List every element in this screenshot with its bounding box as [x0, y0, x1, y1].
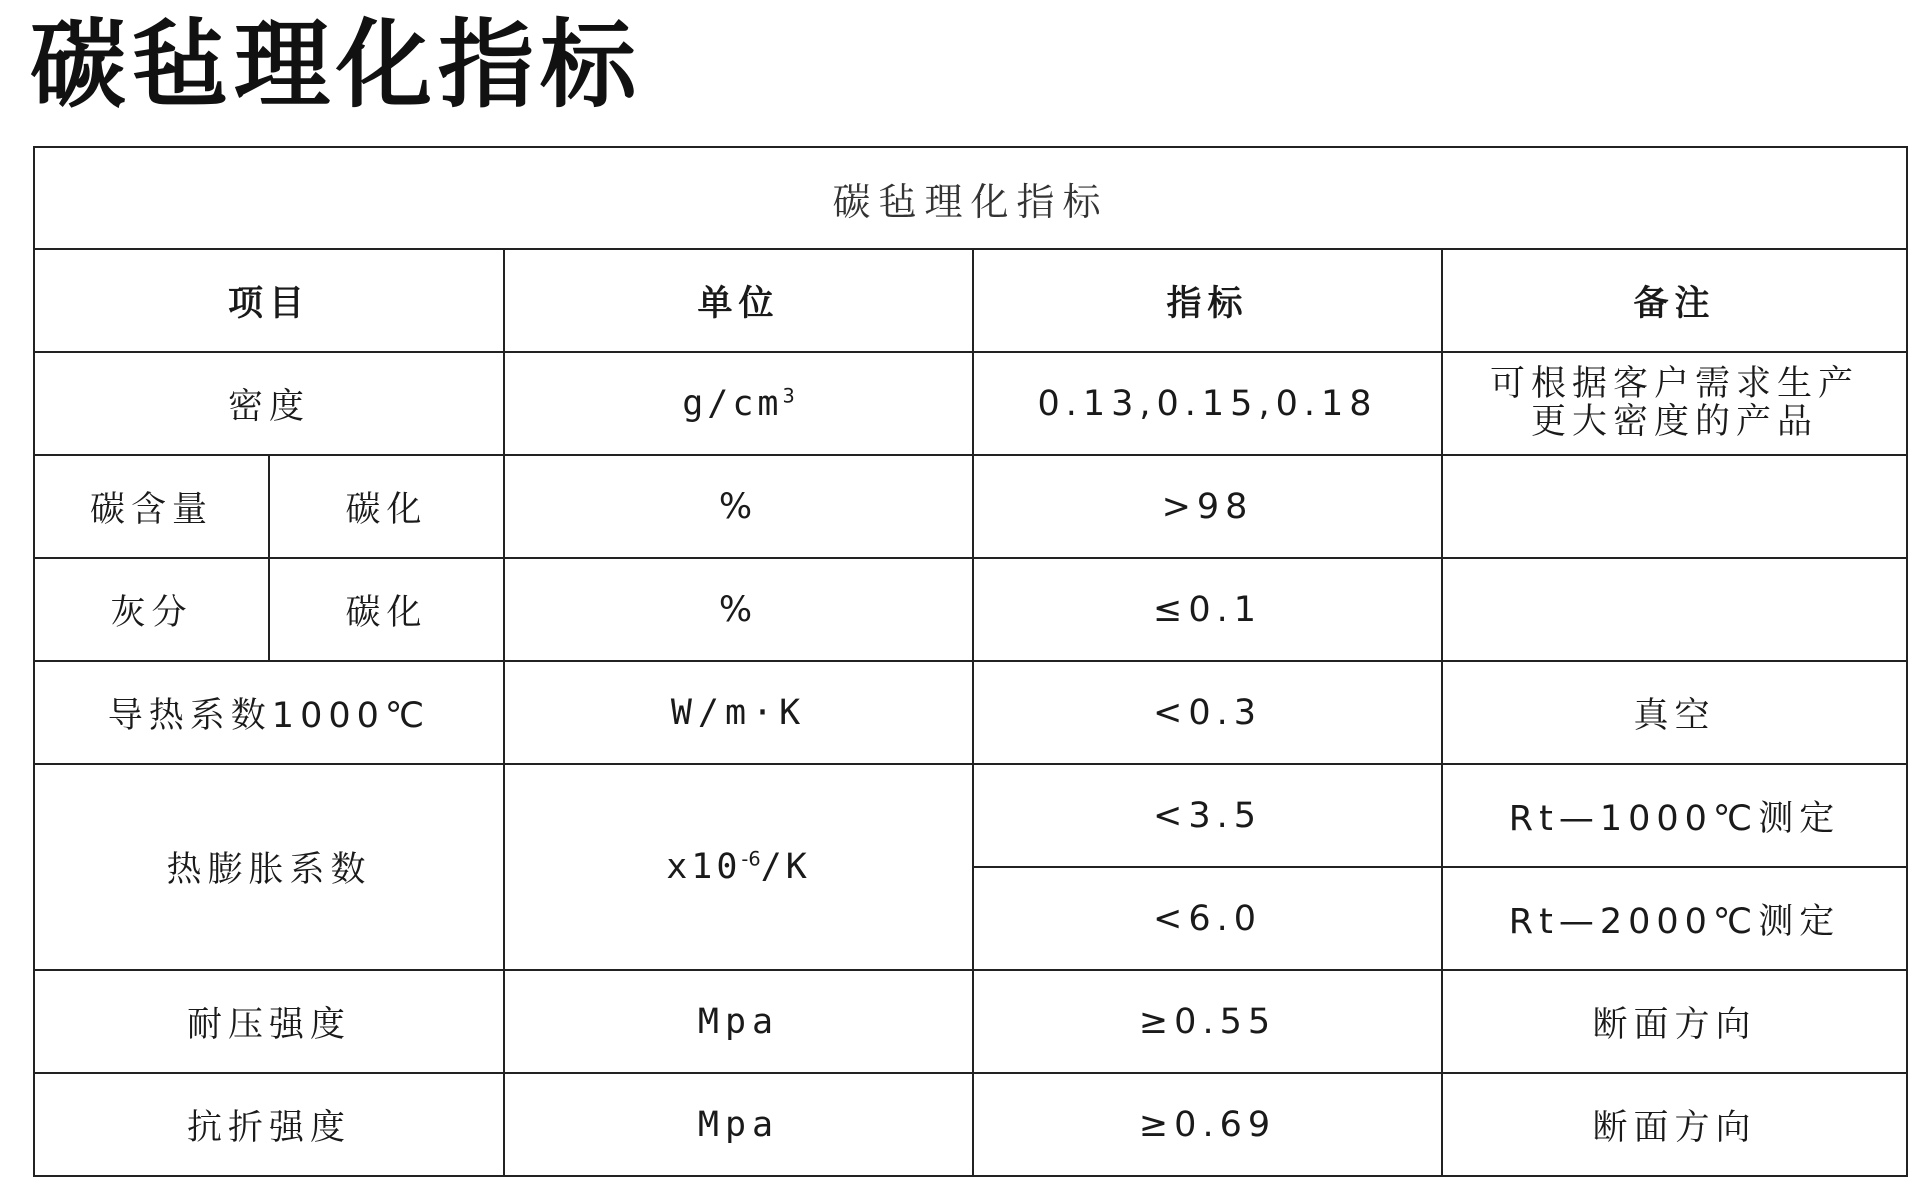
flexural-strength-value: ≥0.69 — [973, 1073, 1442, 1176]
page-title: 碳毡理化指标 — [30, 9, 642, 121]
table-row-carbon-content — [34, 455, 1907, 558]
carbon-content-sub-item: 碳化 — [269, 455, 504, 558]
flexural-strength-item: 抗折强度 — [34, 1073, 504, 1176]
ash-value: ≤0.1 — [973, 558, 1442, 661]
thermal-expansion-note-2: Rt—2000℃测定 — [1442, 867, 1907, 970]
thermal-expansion-item: 热膨胀系数 — [34, 764, 504, 970]
thermal-expansion-unit-tail: /K — [760, 847, 811, 887]
carbon-content-value: >98 — [973, 455, 1442, 558]
thermal-expansion-unit-base: x10 — [666, 847, 742, 887]
table-row-density — [34, 352, 1907, 455]
density-note-line2: 更大密度的产品 — [1531, 402, 1819, 443]
compressive-strength-value: ≥0.55 — [973, 970, 1442, 1073]
table-row-thermal-expansion-1 — [34, 764, 1907, 867]
ash-note — [1442, 558, 1907, 661]
compressive-strength-note: 断面方向 — [1442, 970, 1907, 1073]
ash-unit: % — [504, 558, 973, 661]
table-caption-row — [34, 147, 1907, 249]
table-header-row — [34, 249, 1907, 352]
thermal-expansion-unit-sup: -6 — [741, 847, 761, 871]
table-row-thermal-conductivity — [34, 661, 1907, 764]
density-note-line1: 可根据客户需求生产 — [1490, 363, 1860, 404]
thermal-expansion-note-1: Rt—1000℃测定 — [1442, 764, 1907, 867]
density-item: 密度 — [34, 352, 504, 455]
thermal-conductivity-item: 导热系数1000℃ — [34, 661, 504, 764]
density-unit-sup: 3 — [782, 383, 795, 407]
thermal-expansion-unit — [504, 764, 973, 970]
compressive-strength-unit: Mpa — [504, 970, 973, 1073]
table-row-compressive-strength — [34, 970, 1907, 1073]
carbon-content-unit: % — [504, 455, 973, 558]
header-note: 备注 — [1442, 249, 1907, 352]
header-value: 指标 — [973, 249, 1442, 352]
ash-sub-item: 碳化 — [269, 558, 504, 661]
thermal-conductivity-value: <0.3 — [973, 661, 1442, 764]
carbon-content-item: 碳含量 — [34, 455, 269, 558]
density-unit-base: g/cm — [682, 383, 783, 424]
header-unit: 单位 — [504, 249, 973, 352]
flexural-strength-note: 断面方向 — [1442, 1073, 1907, 1176]
density-unit — [504, 352, 973, 455]
ash-item: 灰分 — [34, 558, 269, 661]
thermal-expansion-value-1: <3.5 — [973, 764, 1442, 867]
table-caption: 碳毡理化指标 — [34, 147, 1907, 249]
thermal-conductivity-unit: W/m·K — [504, 661, 973, 764]
density-value: 0.13,0.15,0.18 — [973, 352, 1442, 455]
spec-table — [33, 146, 1908, 1177]
header-item: 项目 — [34, 249, 504, 352]
table-row-ash — [34, 558, 1907, 661]
thermal-expansion-value-2: <6.0 — [973, 867, 1442, 970]
table-row-flexural-strength — [34, 1073, 1907, 1176]
thermal-conductivity-note: 真空 — [1442, 661, 1907, 764]
density-note — [1442, 352, 1907, 455]
flexural-strength-unit: Mpa — [504, 1073, 973, 1176]
carbon-content-note — [1442, 455, 1907, 558]
compressive-strength-item: 耐压强度 — [34, 970, 504, 1073]
